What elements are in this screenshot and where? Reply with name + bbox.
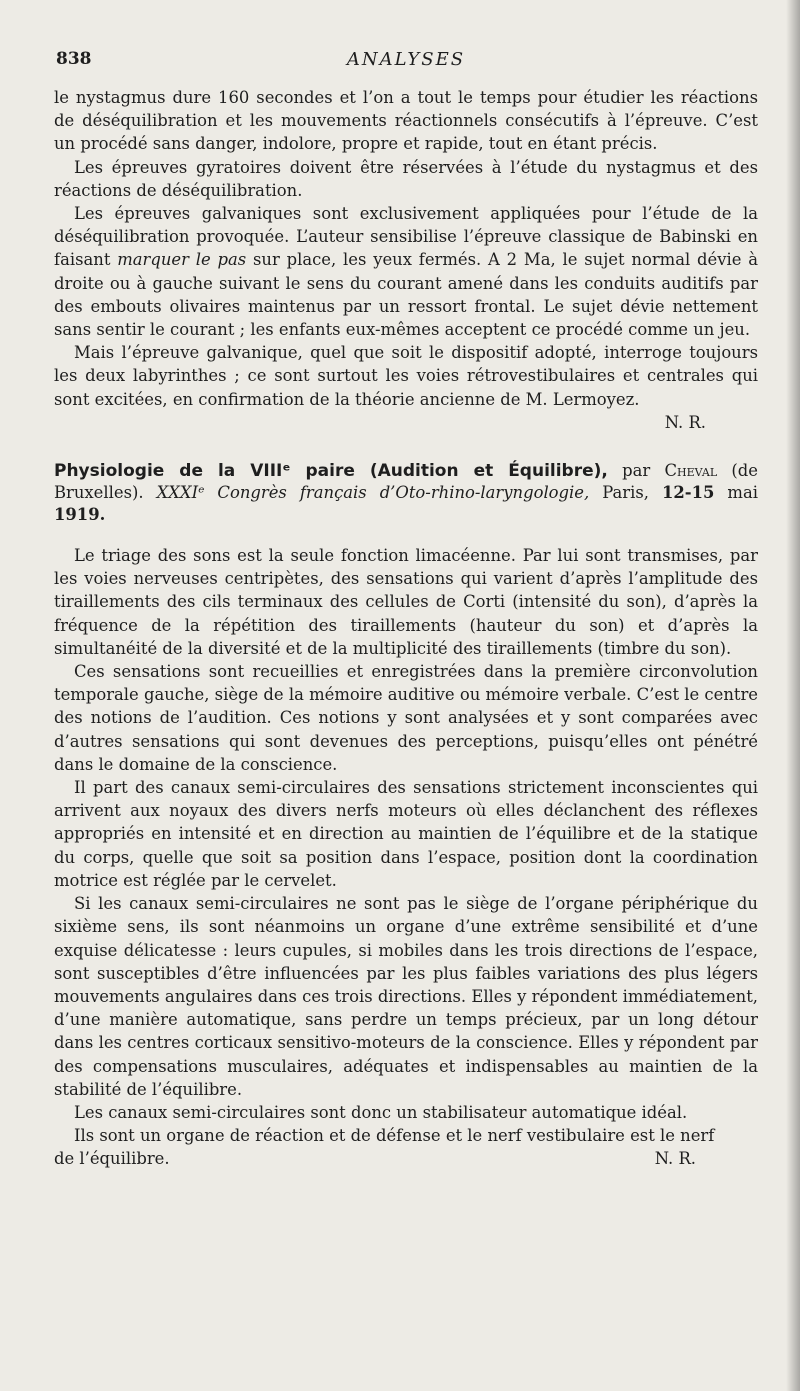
date-range: 12-15 bbox=[661, 483, 715, 503]
congress-name: XXXIᵉ Congrès français d’Oto-rhino-laryngologie, bbox=[156, 483, 590, 503]
paragraph: le nystagmus dure 160 secondes et l’on a tout le temps pour étudier les réactions de déséquilibration et les mouvements réactionnels consécutifs à l’épreuve. C’est un procédé sans danger, indolore, propre et rapide, tout en étant précis. bbox=[54, 88, 758, 154]
paragraph: Ils sont un organe de réaction et de défense et le nerf vestibulaire est le nerf bbox=[74, 1126, 715, 1146]
text-run: de l’équilibre. bbox=[54, 1149, 170, 1169]
page-header bbox=[56, 49, 756, 75]
scan-edge-shadow bbox=[786, 0, 800, 1391]
italic-phrase: marquer le pas bbox=[117, 250, 247, 270]
author-name: Cheval bbox=[664, 461, 718, 481]
paragraph: Si les canaux semi-circulaires ne sont pas le siège de l’organe périphérique du sixième sens, ils sont néanmoins un organe d’une extrême sensibilité et d’une exquise délicatesse : leurs cupules, si mobiles dans les trois directions de l’espace, sont susceptibles d’être influencées par les plus faibles variations des plus légers mouvements angulaires dans ces trois directions. Elles y répondent immédiatement, d’une manière automatique, sans perdre un temps précieux, par un long détour dans les centres corticaux sensitivo-moteurs de la conscience. Elles y répondent par des compensations musculaires, adéquates et indispensables au maintien de la stabilité de l’équilibre. bbox=[54, 894, 759, 1099]
signature: N. R. bbox=[664, 412, 706, 432]
article-title: Physiologie de la VIIIᵉ paire (Audition et Équilibre), bbox=[54, 461, 608, 482]
paragraph: Il part des canaux semi-circulaires des sensations strictement inconscientes qui arrivent aux noyaux des divers nerfs moteurs où elles déclanchent des réflexes appropriés en intensité et en direction au maintien de l’équilibre et de la statique du corps, quelle que soit sa position dans l’espace, position dont la coordination motrice est réglée par le cervelet. bbox=[54, 778, 758, 890]
paragraph bbox=[54, 202, 758, 341]
text-run: par bbox=[607, 461, 665, 481]
affiliation: (de Bruxelles). bbox=[54, 461, 758, 503]
text-run: sur place, les yeux fermés. A 2 Ma, le sujet normal dévie à droite ou à gauche suivant le sens du courant amené dans les conduits auditifs par des embouts olivaires maintenus par un ressort frontal. Le sujet dévie nettement sans sentir le courant ; les enfants eux-mêmes acceptent ce procédé comme un jeu. bbox=[54, 250, 758, 340]
paragraph: Les canaux semi-circulaires sont donc un stabilisateur automatique idéal. bbox=[74, 1102, 688, 1122]
paragraph: Le triage des sons est la seule fonction limacéenne. Par lui sont transmises, par les voies nerveuses centripètes, des sensations qui varient d’après l’amplitude des tiraillements des cils terminaux des cellules de Corti (intensité du son), d’après la fréquence de la répétition des tiraillements (hauteur du son) et d’après la simultanéité de la diversité et de la multiplicité des tiraillements (timbre du son). bbox=[54, 546, 758, 658]
text-run: Les épreuves galvaniques sont exclusivement appliquées pour l’étude de la déséquilibration provoquée. L’auteur sensibilise l’épreuve classique de Babinski en faisant bbox=[54, 204, 758, 270]
text-run: Paris, bbox=[589, 483, 662, 503]
closing-line bbox=[54, 1147, 758, 1170]
running-title: ANALYSES bbox=[346, 49, 466, 70]
text-run: mai bbox=[714, 483, 758, 503]
signature: N. R. bbox=[654, 1149, 696, 1169]
year: 1919. bbox=[54, 505, 106, 525]
page-number: 838 bbox=[56, 49, 92, 69]
paragraph: Ces sensations sont recueillies et enregistrées dans la première circonvolution temporale gauche, siège de la mémoire auditive ou mémoire verbale. C’est le centre des notions de l’audition. Ces notions y sont analysées et y sont comparées avec d’autres sensations qui sont devenues des perceptions, puisqu’elles ont pénétré dans le domaine de la conscience. bbox=[54, 662, 758, 774]
page-body bbox=[54, 86, 758, 1171]
paragraph: Mais l’épreuve galvanique, quel que soit le dispositif adopté, interroge toujours les deux labyrinthes ; ce sont surtout les voies rétrovestibulaires et centrales qui sont excitées, en confirmation de la théorie ancienne de M. Lermoyez. bbox=[54, 343, 758, 409]
article-heading bbox=[54, 460, 758, 526]
paragraph: Les épreuves gyratoires doivent être réservées à l’étude du nystagmus et des réactions de déséquilibration. bbox=[54, 157, 758, 200]
